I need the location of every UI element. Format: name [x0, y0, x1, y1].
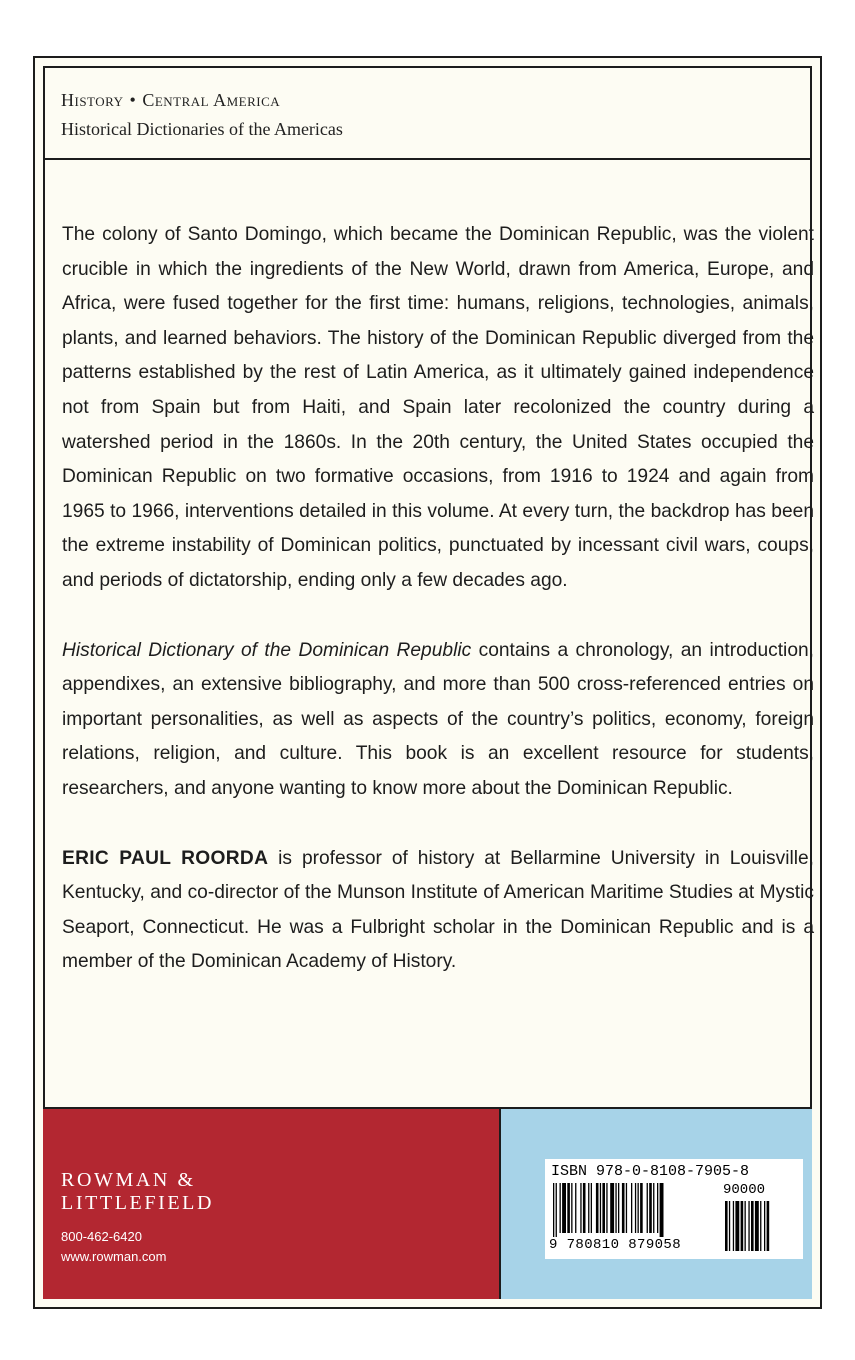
- barcode-bar: [556, 1183, 557, 1237]
- description-paragraph-1: The colony of Santo Domingo, which became the Dominican Republic, was the violent crucible in which the ingredients of the New World, drawn from America, Europe, and Africa, were fused together for the first time: humans, religions, technologies, animals, plants, and learned behaviors. The history of the Dominican Republic diverged from the patterns established by the rest of Latin America, as it ultimately gained independence not from Spain but from Haiti, and Spain later recolonized the country during a watershed period in the 1860s. In the 20th century, the United States occupied the Dominican Republic on two formative occasions, from 1916 to 1924 and again from 1965 to 1966, interventions detailed in this volume. At every turn, the backdrop has been the extreme instability of Dominican politics, punctuated by incessant civil wars, coups, and periods of dictatorship, ending only a few decades ago.: [62, 224, 814, 591]
- barcode-addon-bar: [751, 1201, 754, 1251]
- barcode-bar: [575, 1183, 576, 1233]
- publisher-phone: 800-462-6420: [61, 1229, 142, 1244]
- category-primary: History: [61, 90, 124, 110]
- category-secondary: Central America: [142, 90, 281, 110]
- barcode-addon-bar: [725, 1201, 728, 1251]
- barcode-addon-bar: [745, 1201, 746, 1251]
- book-title: Historical Dictionary of the Dominican Republic: [62, 639, 472, 661]
- subject-category: [61, 90, 280, 111]
- bullet-separator: •: [129, 90, 137, 110]
- description-paragraph-2: [62, 634, 814, 807]
- barcode-panel: [501, 1107, 812, 1299]
- barcode-label: [545, 1159, 803, 1259]
- publisher-logo-line-2: LITTLEFIELD: [61, 1192, 215, 1214]
- barcode-bar: [626, 1183, 627, 1233]
- barcode-addon-bar: [748, 1201, 749, 1251]
- barcode-addon-bar: [733, 1201, 734, 1251]
- barcode-bar: [660, 1183, 664, 1237]
- barcode-bar: [657, 1183, 658, 1233]
- barcode-bar: [615, 1183, 616, 1233]
- barcode-bar: [562, 1183, 566, 1233]
- barcode-bar: [618, 1183, 619, 1233]
- barcode-addon-bar: [735, 1201, 739, 1251]
- barcode-bar: [622, 1183, 625, 1233]
- barcode-addon-bar: [741, 1201, 744, 1251]
- barcode-bar: [596, 1183, 599, 1233]
- publisher-logo-line-1: ROWMAN &: [61, 1169, 196, 1191]
- barcode-bar: [580, 1183, 581, 1233]
- description-paragraph-2-text: contains a chronology, an introduction, appendixes, an extensive bibliography, and more than 500 cross-referenced entries on important personalities, as well as aspects of the country’s politics, economy, foreign relations, religion, and culture. This book is an excellent resource for students, researchers, and anyone wanting to know more about the Dominican Republic.: [62, 639, 814, 799]
- author-bio: [62, 842, 814, 980]
- barcode-addon-digits: 90000: [723, 1182, 766, 1198]
- publisher-logo: [61, 1169, 214, 1215]
- barcode-bar: [602, 1183, 605, 1233]
- barcode-bar: [631, 1183, 632, 1233]
- barcode-bar: [591, 1183, 592, 1233]
- barcode-bar: [640, 1183, 643, 1233]
- series-title: Historical Dictionaries of the Americas: [61, 119, 343, 139]
- barcode-addon-bar: [764, 1201, 765, 1251]
- barcode-bar: [560, 1183, 561, 1233]
- barcode-bar: [583, 1183, 586, 1233]
- barcode-bar: [553, 1183, 554, 1237]
- barcode-bar: [606, 1183, 607, 1233]
- barcode-digits: 9 780810 879058: [549, 1237, 682, 1253]
- barcode-addon-bar: [729, 1201, 730, 1251]
- barcode-bar: [567, 1183, 570, 1233]
- barcode-bar: [610, 1183, 614, 1233]
- description-text: [62, 218, 814, 980]
- publisher-panel: [43, 1107, 501, 1299]
- barcode-addon-bar: [760, 1201, 761, 1251]
- cover-header: [43, 66, 812, 160]
- barcode-bar: [571, 1183, 572, 1233]
- barcode-addon-bar: [767, 1201, 770, 1251]
- barcode-bar: [600, 1183, 601, 1233]
- barcode-bar: [649, 1183, 652, 1233]
- isbn-number: ISBN 978-0-8108-7905-8: [551, 1163, 750, 1180]
- author-name: ERIC PAUL ROORDA: [62, 847, 269, 869]
- barcode-bar: [588, 1183, 589, 1233]
- barcode-addon-bar: [755, 1201, 759, 1251]
- barcode-bar: [647, 1183, 648, 1233]
- barcode-bar: [653, 1183, 654, 1233]
- publisher-website: www.rowman.com: [61, 1249, 167, 1264]
- author-bio-text: is professor of history at Bellarmine University in Louisville, Kentucky, and co-director of the Munson Institute of American Maritime Studies at Mystic Seaport, Connecticut. He was a Fulbright scholar in the Dominican Republic and is a member of the Dominican Academy of History.: [62, 847, 814, 973]
- barcode-bar: [635, 1183, 636, 1233]
- barcode-bar: [638, 1183, 639, 1233]
